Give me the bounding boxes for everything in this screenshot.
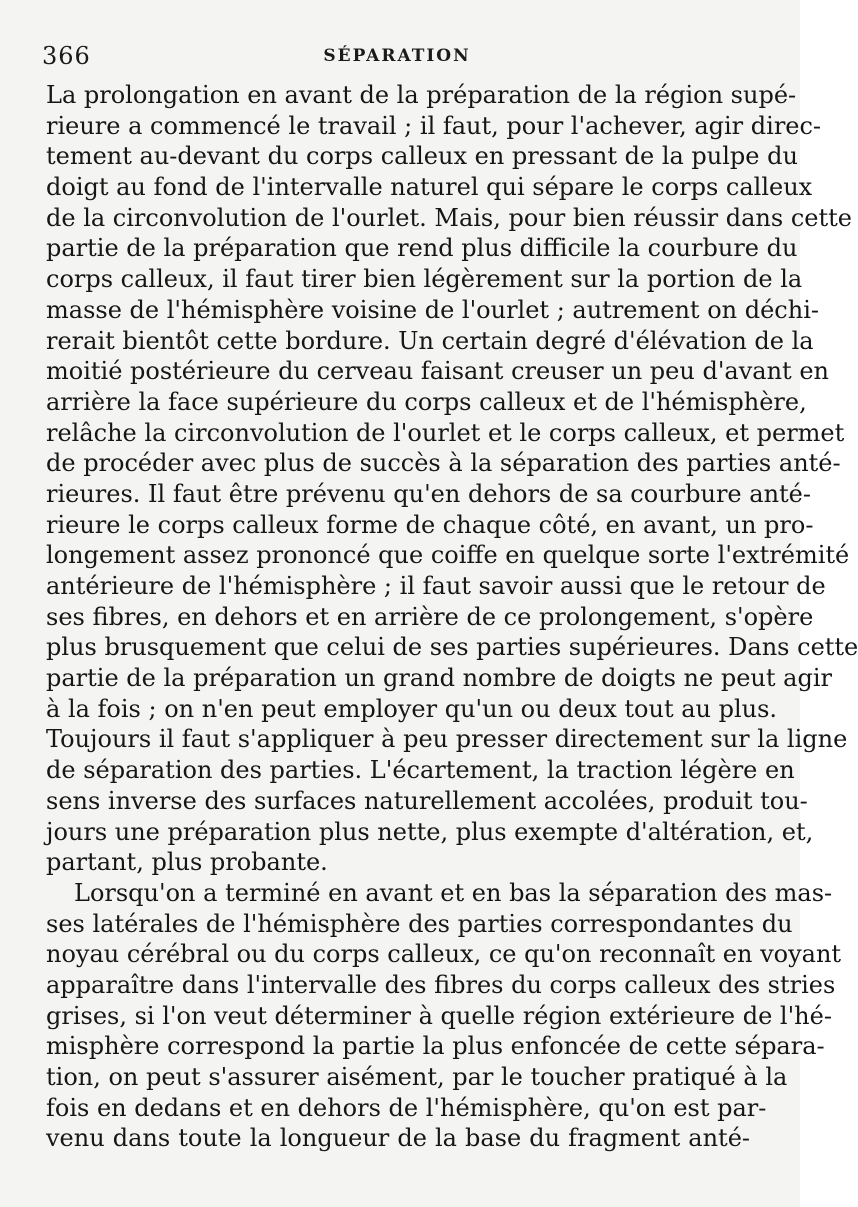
- paragraph: [46, 80, 858, 878]
- text-line: plus brusquement que celui de ses parties supérieures. Dans cette: [46, 633, 858, 662]
- text-line: de séparation des parties. L'écartement, la traction légère en: [46, 756, 795, 785]
- text-line: relâche la circonvolution de l'ourlet et le corps calleux, et permet: [46, 418, 845, 447]
- running-title: SÉPARATION: [323, 46, 471, 66]
- text-line: masse de l'hémisphère voisine de l'ourlet ; autrement on déchi-: [46, 295, 819, 324]
- text-line: tement au-devant du corps calleux en pressant de la pulpe du: [46, 142, 798, 171]
- text-line: ses fibres, en dehors et en arrière de ce prolongement, s'opère: [46, 602, 814, 631]
- running-head: [42, 42, 752, 72]
- text-line: venu dans toute la longueur de la base du fragment anté-: [46, 1124, 750, 1153]
- text-line: corps calleux, il faut tirer bien légèrement sur la portion de la: [46, 265, 803, 294]
- text-line: fois en dedans et en dehors de l'hémisphère, qu'on est par-: [46, 1093, 767, 1122]
- text-line: noyau cérébral ou du corps calleux, ce qu'on reconnaît en voyant: [46, 940, 842, 969]
- text-line: Lorsqu'on a terminé en avant et en bas la séparation des mas-: [74, 878, 833, 907]
- paragraph: [46, 878, 842, 1154]
- text-line: antérieure de l'hémisphère ; il faut savoir aussi que le retour de: [46, 572, 826, 600]
- text-line: apparaître dans l'intervalle des fibres du corps calleux des stries: [46, 970, 836, 999]
- text-line: à la fois ; on n'en peut employer qu'un ou deux tout au plus.: [46, 694, 778, 723]
- text-line: de la circonvolution de l'ourlet. Mais, pour bien réussir dans cette: [46, 203, 852, 232]
- text-line: jours une préparation plus nette, plus exempte d'altération, et,: [46, 817, 814, 846]
- text-line: misphère correspond la partie la plus enfoncée de cette sépara-: [46, 1032, 825, 1061]
- text-line: moitié postérieure du cerveau faisant creuser un peu d'avant en: [46, 357, 829, 386]
- text-line: partie de la préparation que rend plus difficile la courbure du: [46, 234, 798, 263]
- body-text: [46, 80, 858, 1154]
- text-line: rieures. Il faut être prévenu qu'en dehors de sa courbure anté-: [46, 479, 811, 508]
- text-line: longement assez prononcé que coiffe en quelque sorte l'extrémité: [46, 541, 850, 570]
- text-line: La prolongation en avant de la préparation de la région supé-: [46, 81, 797, 109]
- text-line: partie de la préparation un grand nombre de doigts ne peut agir: [46, 664, 832, 693]
- text-line: doigt au fond de l'intervalle naturel qui sépare le corps calleux: [46, 173, 813, 202]
- text-line: grises, si l'on veut déterminer à quelle région extérieure de l'hé-: [46, 1001, 832, 1030]
- text-line: rieure le corps calleux forme de chaque côté, en avant, un pro-: [46, 510, 814, 539]
- text-line: partant, plus probante.: [46, 848, 328, 877]
- text-line: ses latérales de l'hémisphère des parties correspondantes du: [46, 909, 793, 938]
- text-line: sens inverse des surfaces naturellement accolées, produit tou-: [46, 786, 808, 815]
- text-line: tion, on peut s'assurer aisément, par le toucher pratiqué à la: [46, 1063, 788, 1091]
- text-line: arrière la face supérieure du corps calleux et de l'hémisphère,: [46, 387, 807, 416]
- page-number: 366: [42, 42, 91, 70]
- text-line: rerait bientôt cette bordure. Un certain degré d'élévation de la: [46, 326, 814, 355]
- text-line: rieure a commencé le travail ; il faut, pour l'achever, agir direc-: [46, 111, 822, 140]
- text-line: de procéder avec plus de succès à la séparation des parties anté-: [46, 449, 841, 478]
- text-line: Toujours il faut s'appliquer à peu presser directement sur la ligne: [46, 725, 848, 754]
